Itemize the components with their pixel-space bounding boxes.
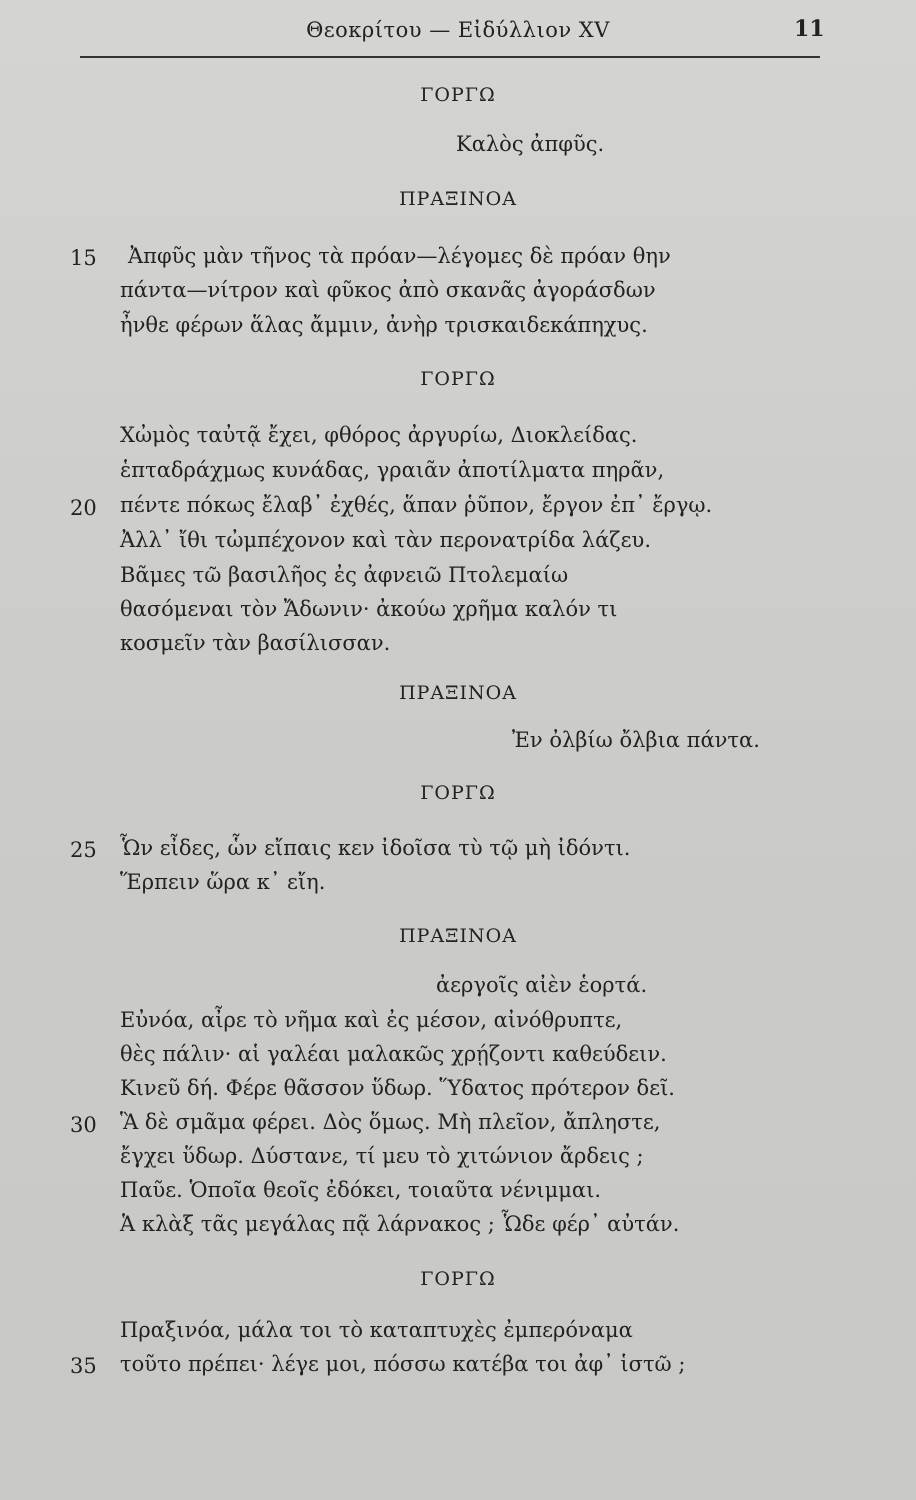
verse-line: Ἃ δὲ σμᾶμα φέρει. Δὸς ὅμως. Μὴ πλεῖον, ἄπληστε, bbox=[120, 1110, 661, 1134]
verse-line: Ἀπφῦς μὰν τῆνος τὰ πρόαν—λέγομες δὲ πρόαν θην bbox=[128, 244, 671, 268]
verse-line: Ἁ κλὰξ τᾶς μεγάλας πᾷ λάρνακος ; Ὧδε φέρ᾽ αὐτάν. bbox=[120, 1212, 680, 1236]
running-header: Θεοκρίτου — Εἰδύλλιον XV bbox=[306, 18, 610, 42]
line-number: 35 bbox=[70, 1354, 97, 1378]
verse-line: τοῦτο πρέπει· λέγε μοι, πόσσω κατέβα τοι ἀφ᾽ ἱστῶ ; bbox=[120, 1352, 686, 1376]
verse-line: Παῦε. Ὁποῖα θεοῖς ἐδόκει, τοιαῦτα νένιμμαι. bbox=[120, 1178, 602, 1202]
speaker-label: ΠΡΑΞΙΝΟΑ bbox=[399, 925, 517, 947]
line-number: 15 bbox=[70, 246, 97, 270]
page-number: 11 bbox=[794, 16, 825, 42]
verse-line: θασόμεναι τὸν Ἄδωνιν· ἀκούω χρῆμα καλόν τι bbox=[120, 597, 618, 621]
speaker-label: ΠΡΑΞΙΝΟΑ bbox=[399, 188, 517, 210]
verse-line: ἑπταδράχμως κυνάδας, γραιᾶν ἀποτίλματα πηρᾶν, bbox=[120, 458, 665, 482]
verse-line: Καλὸς ἀπφῦς. bbox=[456, 132, 605, 156]
speaker-label: ΓΟΡΓΩ bbox=[420, 1268, 496, 1290]
verse-line: Βᾶμες τῶ βασιλῆος ἐς ἀφνειῶ Πτολεμαίω bbox=[120, 563, 569, 587]
verse-line: πέντε πόκως ἔλαβ᾽ ἐχθές, ἅπαν ῥῦπον, ἔργον ἐπ᾽ ἔργῳ. bbox=[120, 493, 713, 517]
verse-line: ἦνθε φέρων ἅλας ἄμμιν, ἀνὴρ τρισκαιδεκάπηχυς. bbox=[120, 313, 648, 337]
line-number: 30 bbox=[70, 1113, 97, 1137]
verse-line: Πραξινόα, μάλα τοι τὸ καταπτυχὲς ἐμπερόναμα bbox=[120, 1318, 633, 1342]
verse-line: ἔγχει ὕδωρ. Δύστανε, τί μευ τὸ χιτώνιον ἄρδεις ; bbox=[120, 1144, 644, 1168]
line-number: 25 bbox=[70, 838, 97, 862]
verse-line: κοσμεῖν τὰν βασίλισσαν. bbox=[120, 631, 391, 655]
verse-line: Ἕρπειν ὥρα κ᾽ εἴη. bbox=[120, 870, 326, 894]
verse-line: πάντα—νίτρον καὶ φῦκος ἀπὸ σκανᾶς ἀγοράσδων bbox=[120, 278, 656, 302]
verse-line: Ὧν εἶδες, ὧν εἴπαις κεν ἰδοῖσα τὺ τῷ μὴ ἰδόντι. bbox=[120, 836, 631, 860]
verse-line: Κινεῦ δή. Φέρε θᾶσσον ὕδωρ. Ὕδατος πρότερον δεῖ. bbox=[120, 1076, 675, 1100]
speaker-label: ΓΟΡΓΩ bbox=[420, 84, 496, 106]
verse-line: Εὐνόα, αἶρε τὸ νῆμα καὶ ἐς μέσον, αἰνόθρυπτε, bbox=[120, 1008, 623, 1032]
verse-line: Χὠμὸς ταὐτᾷ ἔχει, φθόρος ἀργυρίω, Διοκλείδας. bbox=[120, 423, 638, 447]
verse-line: ἀεργοῖς αἰὲν ἑορτά. bbox=[436, 973, 648, 997]
line-number: 20 bbox=[70, 496, 97, 520]
header-rule bbox=[80, 56, 820, 58]
speaker-label: ΓΟΡΓΩ bbox=[420, 782, 496, 804]
verse-line: Ἐν ὀλβίω ὄλβια πάντα. bbox=[512, 728, 760, 752]
speaker-label: ΠΡΑΞΙΝΟΑ bbox=[399, 682, 517, 704]
verse-line: Ἀλλ᾽ ἴθι τὠμπέχονον καὶ τὰν περονατρίδα λάζευ. bbox=[120, 528, 651, 552]
verse-line: θὲς πάλιν· αἱ γαλέαι μαλακῶς χρῄζοντι καθεύδειν. bbox=[120, 1042, 667, 1066]
speaker-label: ΓΟΡΓΩ bbox=[420, 368, 496, 390]
